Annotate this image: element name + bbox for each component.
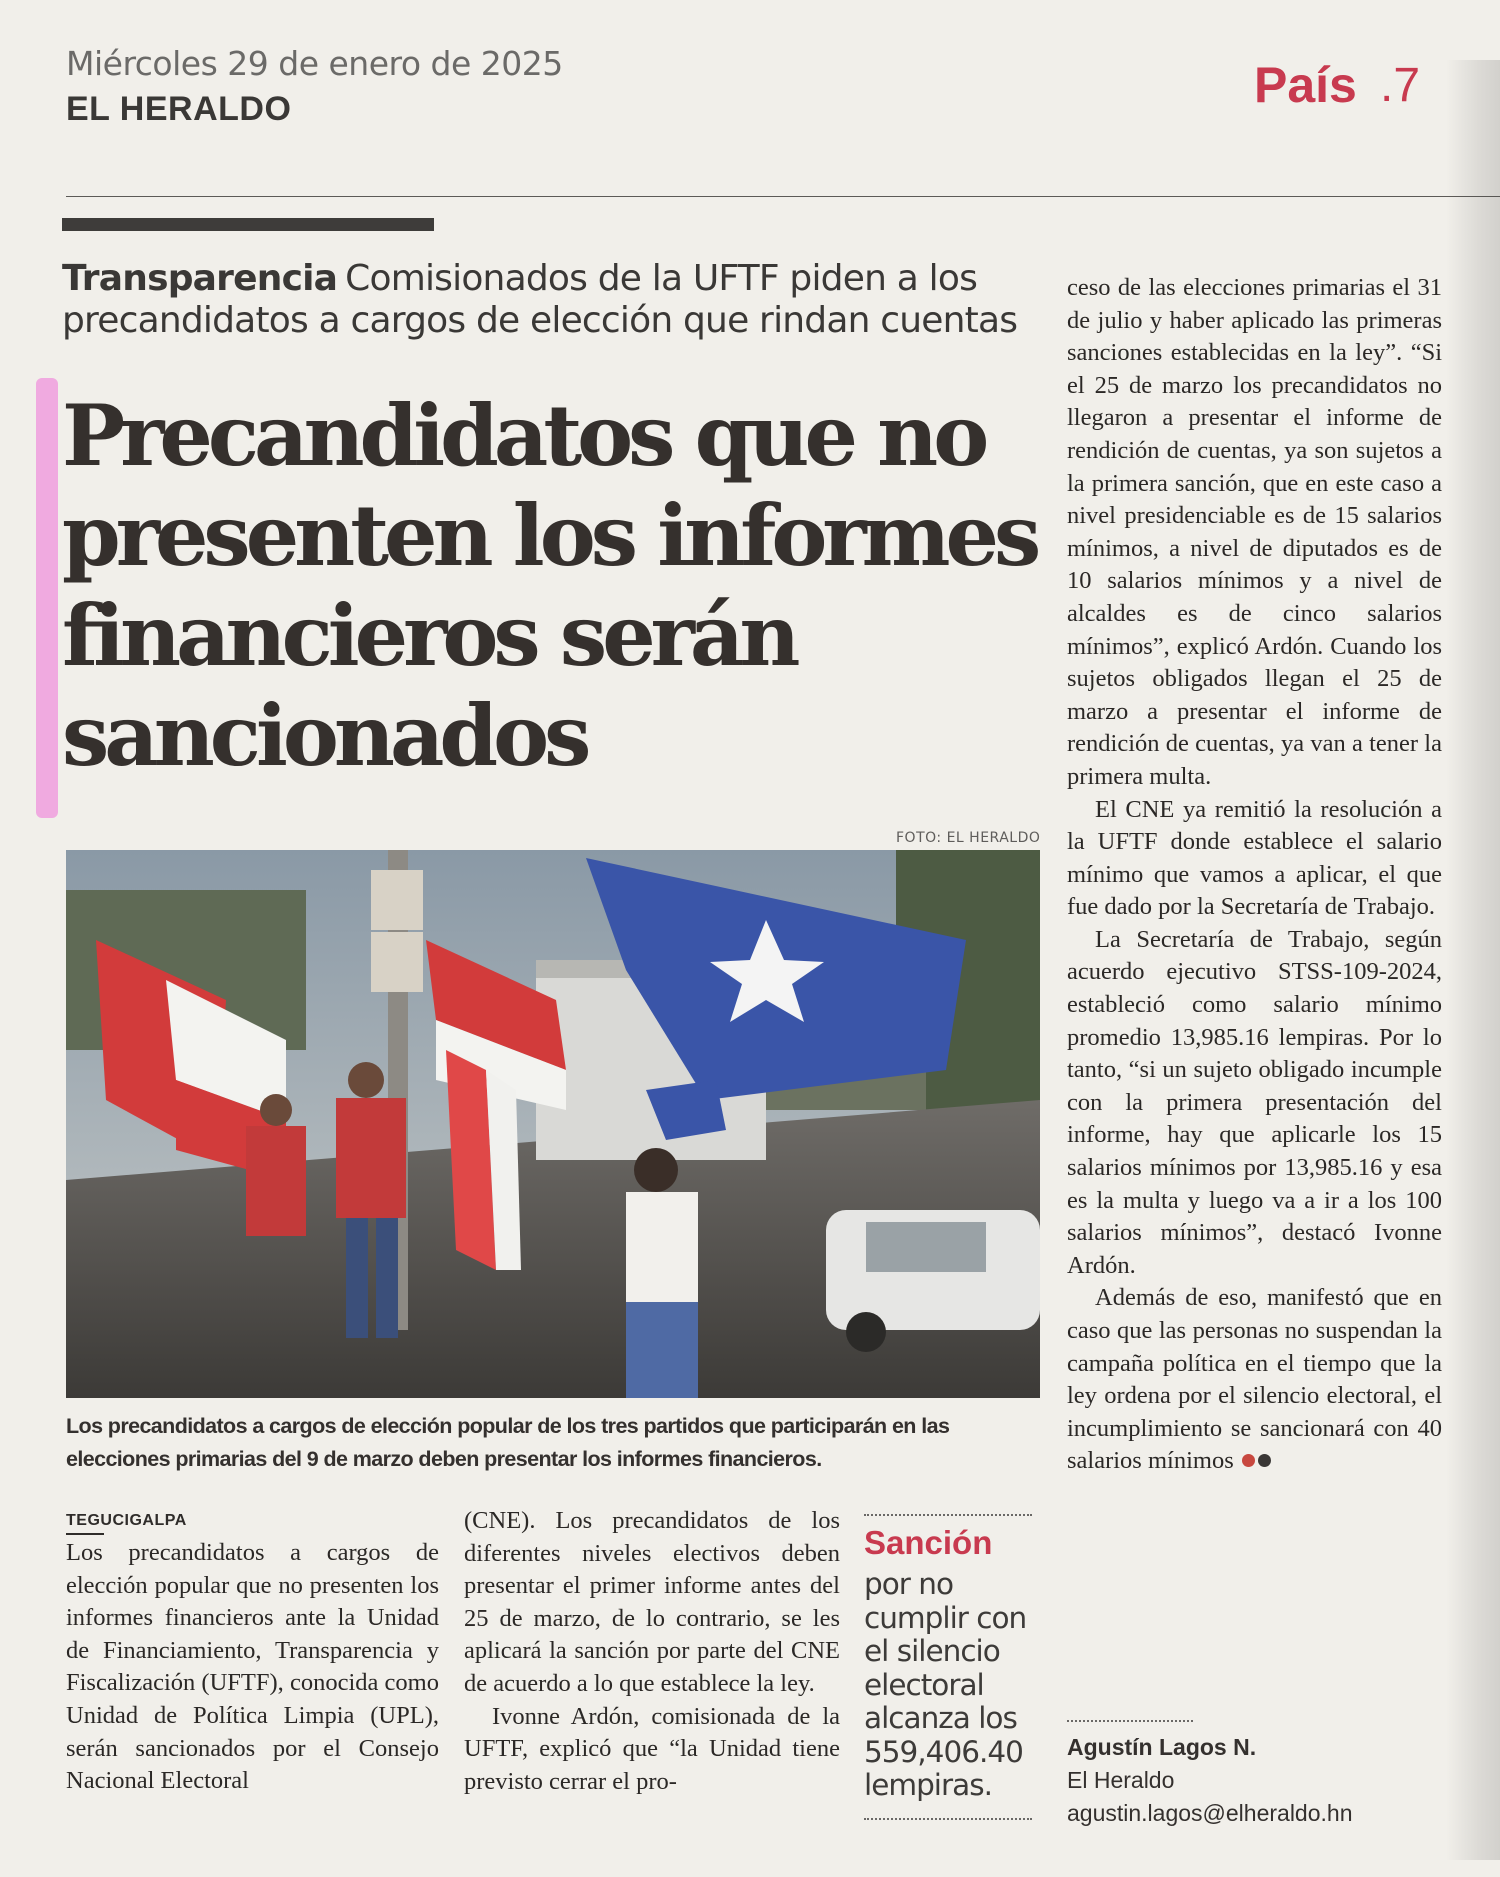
publication-name: EL HERALDO [66, 90, 292, 128]
article-paragraph-final [1067, 1282, 1442, 1478]
kicker-label: Transparencia [62, 258, 338, 299]
article-paragraph: ceso de las elecciones primarias el 31 de julio y haber aplicado las primeras sanciones establecidas en la ley”. “Si el 25 de marzo los precandidatos no llegaron a presentar el informe de rendición de cuentas, ya son sujetos a la primera sanción, que en este caso a nivel presidenciable es de 15 salarios mínimos, a nivel de diputados es de 10 salarios mínimos y a nivel de alcaldes es de cinco salarios mínimos”, explicó Ardón. Cuando los sujetos obligados llegan el 25 de marzo a presentar el informe de rendición de cuentas, ya van a tener la primera multa. [1067, 274, 1442, 790]
end-mark-icon [1258, 1454, 1271, 1467]
section-name: País [1254, 57, 1357, 113]
dateline-rule [66, 1533, 104, 1535]
author-outlet: El Heraldo [1067, 1767, 1175, 1793]
article-column-1 [66, 1537, 439, 1798]
article-column-4 [1067, 272, 1442, 1478]
author-name: Agustín Lagos N. [1067, 1734, 1257, 1760]
article-column-2 [464, 1505, 840, 1798]
article-photo [66, 850, 1040, 1398]
kicker-text: Comisionados de la UFTF piden a los precandidatos a cargos de elección que rindan cuentas [62, 258, 1018, 341]
article-paragraph: El CNE ya remitió la resolución a la UFTF donde establece el salario mínimo que vamos a aplicar, el que fue dado por la Secretaría de Trabajo. [1067, 795, 1442, 921]
sidebar-title: Sanción [864, 1524, 993, 1561]
header-rule [66, 196, 1500, 197]
bleed-through-shadow [1446, 60, 1500, 1860]
sidebar-body: por no cumplir con el silencio electoral alcanza los 559,406.40 lempiras. [864, 1567, 1027, 1802]
sidebar-rule-top [864, 1514, 1032, 1516]
article-paragraph: (CNE). Los precandidatos de los diferentes niveles electivos deben presentar el primer informe antes del 25 de marzo, de lo contrario, se les aplicará la sanción por parte del CNE de acuerdo a lo que establece la ley. [464, 1507, 840, 1697]
section-bar [62, 218, 434, 231]
dateline: TEGUCIGALPA [66, 1512, 187, 1529]
headline: Precandidatos que no presenten los informes financieros serán sancionados [62, 386, 1037, 785]
author-email[interactable]: agustin.lagos@elheraldo.hn [1067, 1800, 1353, 1826]
highlighter-mark [36, 378, 58, 818]
article-paragraph: Los precandidatos a cargos de elección popular que no presenten los informes financieros ante la Unidad de Financiamiento, Transparencia y Fiscalización (UFTF), conocida como Unidad de Política Limpia (UPL), serán sancionados por el Consejo Nacional Electoral [66, 1539, 439, 1795]
byline-rule [1067, 1720, 1193, 1722]
end-mark-icon [1242, 1454, 1255, 1467]
photo-caption: Los precandidatos a cargos de elección popular de los tres partidos que participarán en las elecciones primarias del 9 de marzo deben presentar los informes financieros. [66, 1414, 950, 1471]
article-paragraph: La Secretaría de Trabajo, según acuerdo ejecutivo STSS-109-2024, estableció como salario mínimo promedio 13,985.16 lempiras. Por lo tanto, “si un sujeto obligado incumple con la primera presentación del informe, hay que aplicarle los 15 salarios mínimos por 13,985.16 y esa es la multa y luego va a ir a los 100 salarios mínimos”, destacó Ivonne Ardón. [1067, 925, 1442, 1279]
rally-photo-illustration [66, 850, 1040, 1398]
photo-credit: FOTO: EL HERALDO [896, 830, 1041, 846]
kicker [62, 258, 1052, 342]
sidebar-rule-bottom [864, 1818, 1032, 1820]
page-number: .7 [1380, 59, 1421, 112]
article-paragraph-text: Además de eso, manifestó que en caso que las personas no suspendan la campaña política en el tiempo que la ley ordena por el silencio electoral, el incumplimiento se sancionará con 40 salarios mínimos [1067, 1284, 1442, 1475]
issue-date: Miércoles 29 de enero de 2025 [66, 44, 563, 83]
article-paragraph: Ivonne Ardón, comisionada de la UFTF, explicó que “la Unidad tiene previsto cerrar el pro- [464, 1702, 840, 1795]
